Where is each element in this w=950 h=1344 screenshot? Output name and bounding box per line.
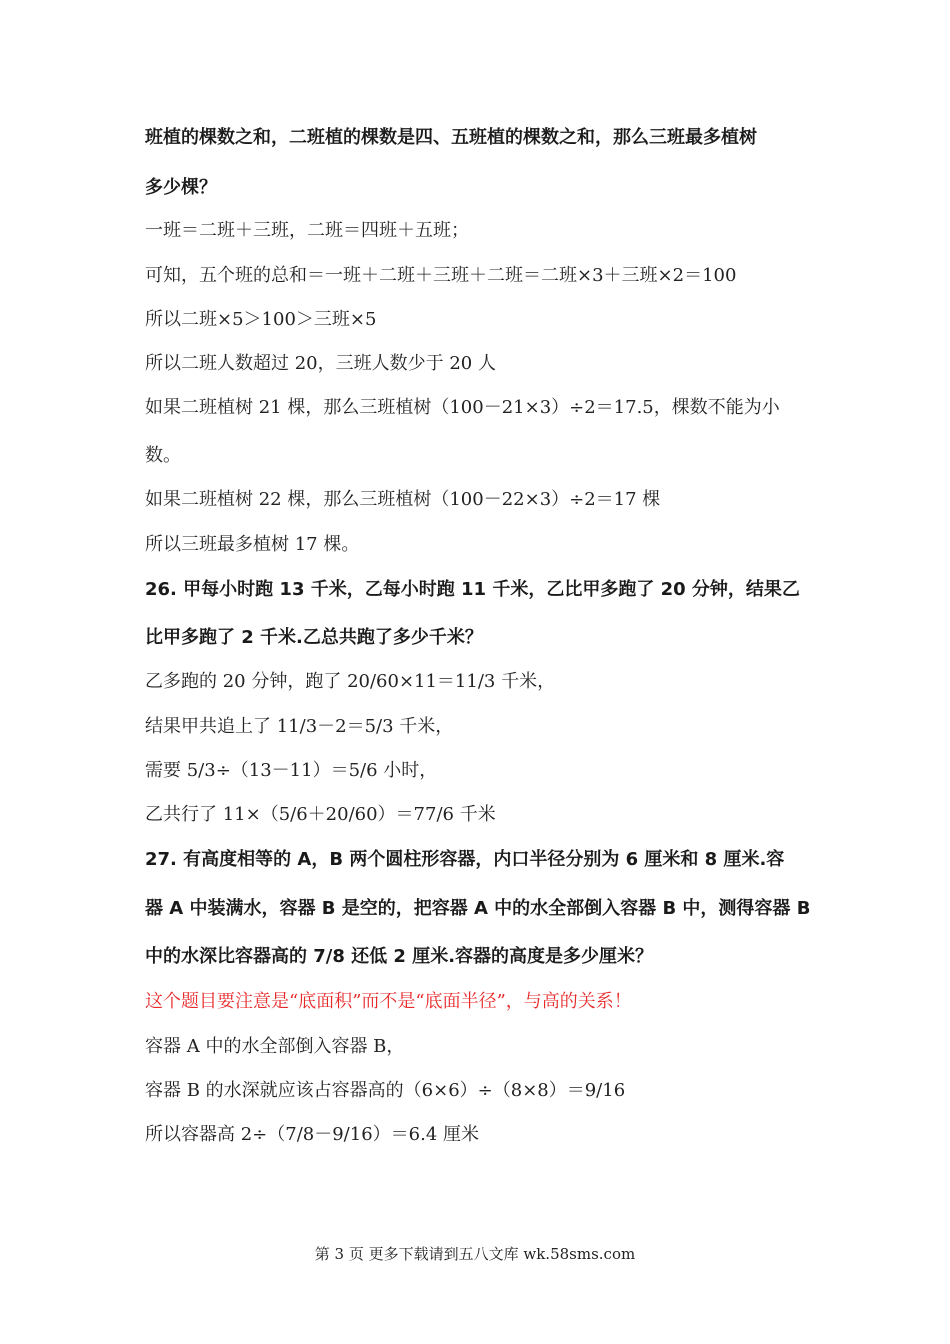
solution-25-line-6: 数。: [145, 445, 181, 466]
solution-25-line-5: 如果二班植树 21 棵，那么三班植树（100－21×3）÷2＝17.5，棵数不能为小: [145, 397, 780, 418]
solution-25-line-4: 所以二班人数超过 20，三班人数少于 20 人: [145, 353, 496, 374]
question-26-text-line-2: 比甲多跑了 2 千米.乙总共跑了多少千米？: [145, 627, 483, 648]
page-footer: 第 3 页 更多下载请到五八文库 wk.58sms.com: [314, 1245, 636, 1263]
question-27-text-line-3: 中的水深比容器高的 7/8 还低 2 厘米.容器的高度是多少厘米？: [145, 946, 654, 967]
solution-26-line-4: 乙共行了 11×（5/6＋20/60）＝77/6 千米: [145, 804, 496, 825]
question-27-text-line-1: 27. 有高度相等的 A，B 两个圆柱形容器，内口半径分别为 6 厘米和 8 厘米.容: [145, 849, 785, 870]
question-25-text-line-1: 班植的棵数之和，二班植的棵数是四、五班植的棵数之和，那么三班最多植树: [145, 127, 757, 148]
solution-25-line-3: 所以二班×5＞100＞三班×5: [145, 309, 377, 330]
solution-27-line-3: 所以容器高 2÷（7/8－9/16）＝6.4 厘米: [145, 1124, 479, 1145]
solution-26-line-1: 乙多跑的 20 分钟，跑了 20/60×11＝11/3 千米，: [145, 671, 556, 692]
solution-27-note: 这个题目要注意是“底面积”而不是“底面半径”，与高的关系！: [145, 991, 632, 1012]
solution-25-line-2: 可知，五个班的总和＝一班＋二班＋三班＋二班＝二班×3＋三班×2＝100: [145, 265, 737, 286]
solution-25-line-8: 所以三班最多植树 17 棵。: [145, 534, 360, 555]
question-26-text-line-1: 26. 甲每小时跑 13 千米，乙每小时跑 11 千米，乙比甲多跑了 20 分钟，结果乙: [145, 579, 800, 600]
question-27-text-line-2: 器 A 中装满水，容器 B 是空的，把容器 A 中的水全部倒入容器 B 中，测得容器 B: [145, 898, 811, 919]
solution-26-line-2: 结果甲共追上了 11/3－2＝5/3 千米，: [145, 716, 454, 737]
solution-27-line-2: 容器 B 的水深就应该占容器高的（6×6）÷（8×8）＝9/16: [145, 1080, 626, 1101]
solution-27-line-1: 容器 A 中的水全部倒入容器 B，: [145, 1036, 405, 1057]
solution-26-line-3: 需要 5/3÷（13－11）＝5/6 小时，: [145, 760, 438, 781]
solution-25-line-7: 如果二班植树 22 棵，那么三班植树（100－22×3）÷2＝17 棵: [145, 489, 661, 510]
solution-25-line-1: 一班＝二班＋三班，二班＝四班＋五班；: [145, 220, 469, 241]
question-25-text-line-2: 多少棵？: [145, 177, 217, 198]
